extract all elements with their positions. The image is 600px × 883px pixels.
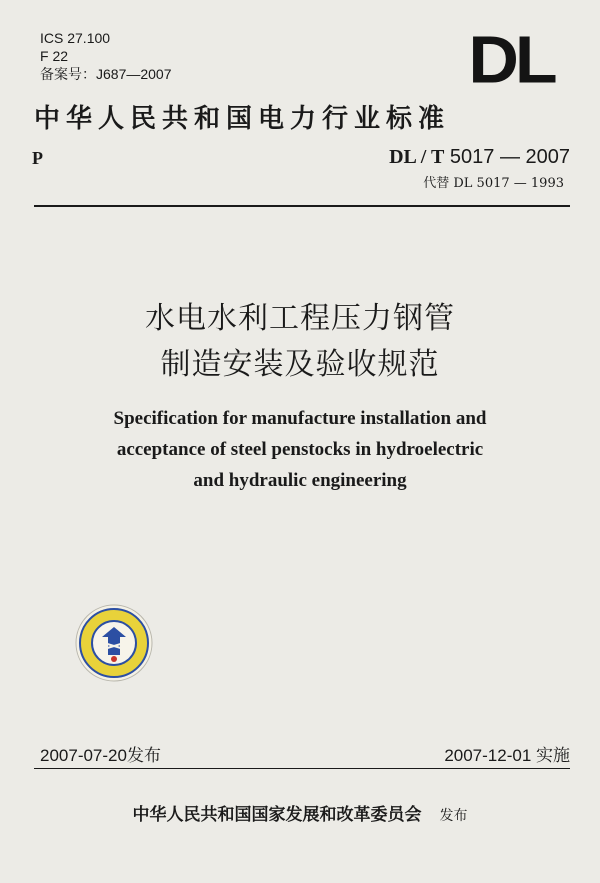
classification-code: F 22 [40,48,69,64]
title-chinese [0,296,600,388]
publisher [0,800,600,825]
implementation-date: 2007-12-01 实施 [444,746,570,765]
publisher-seal [74,603,154,683]
dl-logo [458,30,564,88]
top-divider [34,205,570,207]
replaces-standard: 代替 DL 5017 — 1993 [423,176,564,191]
standard-number [389,146,570,169]
title-en-line3: and hydraulic engineering [193,470,407,491]
dl-logo-text: DL [468,30,554,88]
issue-date: 2007-07-20发布 [40,746,161,765]
ics-code: ICS 27.100 [40,30,111,46]
title-cn-line2: 制造安装及验收规范 [160,347,440,382]
classification-p: P [32,148,43,168]
standard-prefix: DL / T [389,146,445,168]
title-english [0,403,600,496]
title-cn-line1: 水电水利工程压力钢管 [145,301,455,336]
record-number: 备案号：J687—2007 [40,66,172,82]
standard-year: 5017 — 2007 [449,146,570,168]
publisher-action: 发布 [439,808,468,824]
bottom-divider [34,768,570,769]
title-en-line2: acceptance of steel penstocks in hydroelectric [116,439,484,460]
title-en-line1: Specification for manufacture installation and [113,408,487,429]
series-title: 中华人民共和国电力行业标准 [34,104,451,134]
publisher-org: 中华人民共和国国家发展和改革委员会 [132,805,422,825]
